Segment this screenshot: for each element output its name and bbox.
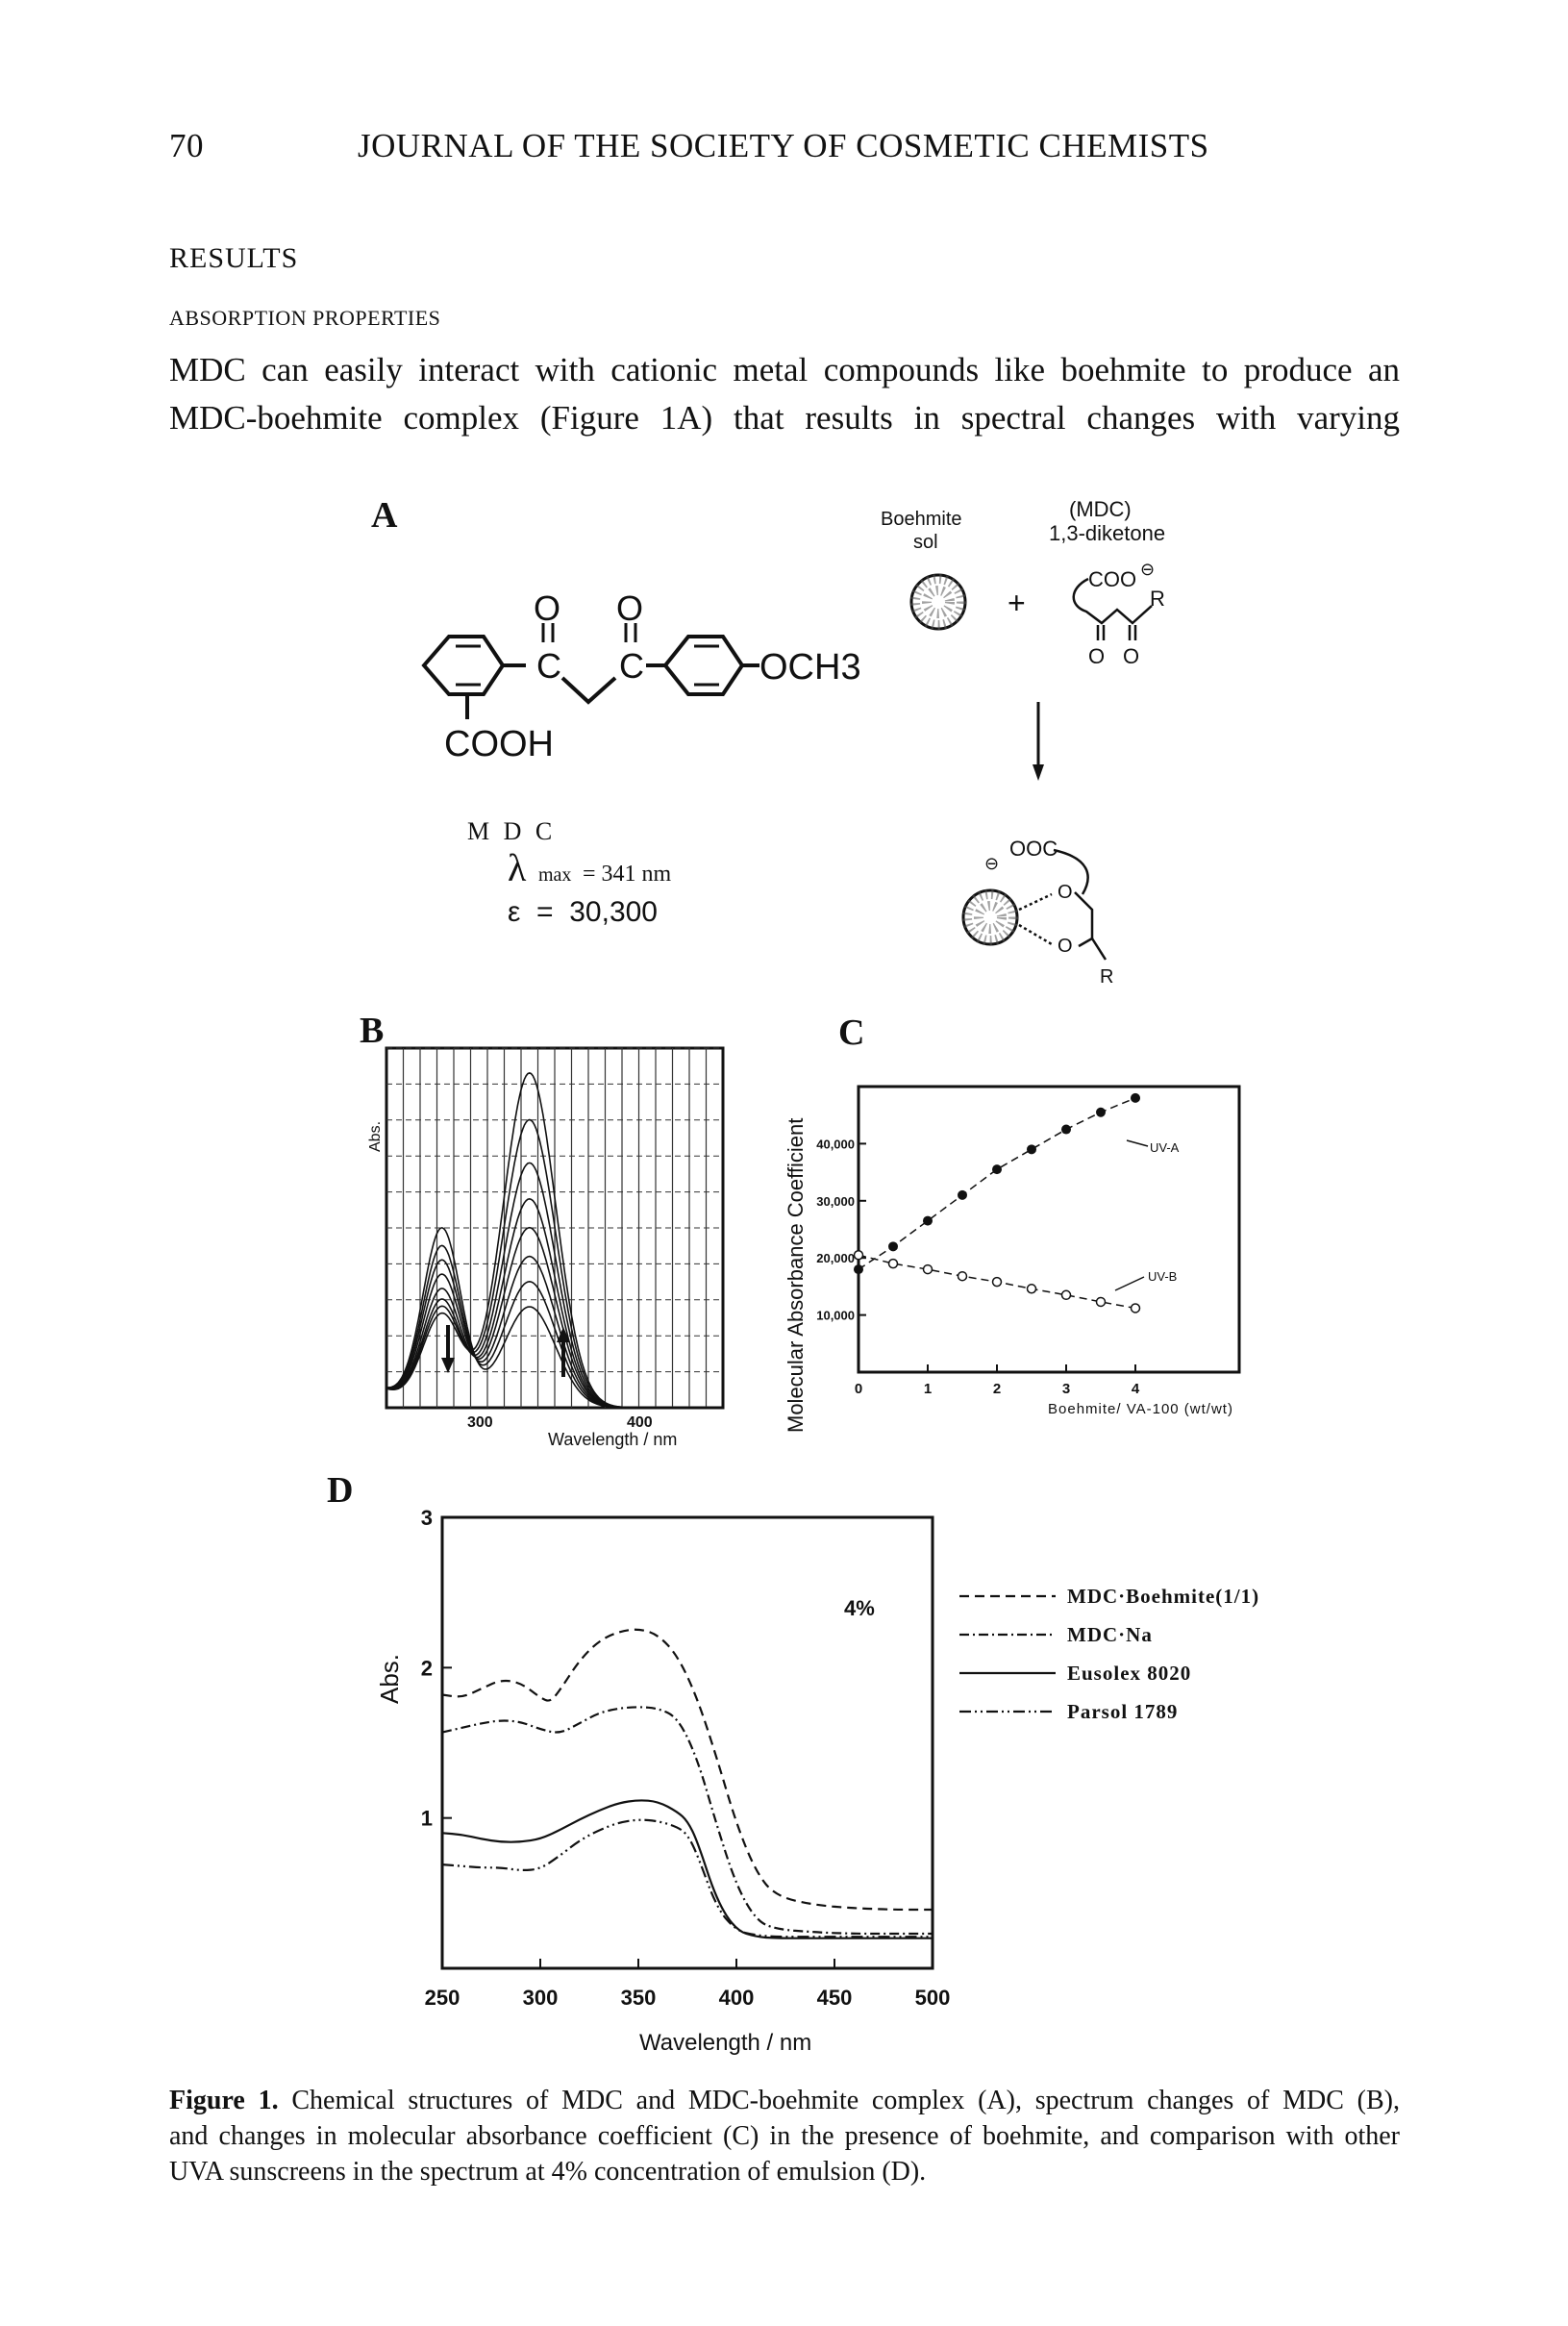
x-tick-label: 350: [620, 1986, 657, 2010]
x-tick-label: 400: [718, 1986, 755, 2010]
panel-b-xtick: 300: [467, 1414, 493, 1431]
x-tick-label: 3: [1061, 1381, 1071, 1397]
carbonyl-o1: O: [534, 588, 561, 628]
panel-d-frame: [442, 1517, 933, 1968]
carboxylate-label: COO: [1088, 567, 1137, 591]
lambda-sub: max: [538, 864, 572, 886]
r-group-label: R: [1150, 587, 1165, 611]
uva-point: [1027, 1144, 1036, 1154]
panel-c-label: C: [838, 1013, 865, 1053]
uva-point: [1096, 1108, 1106, 1117]
keto-o-label-2: O: [1123, 644, 1140, 668]
uvb-point: [855, 1251, 863, 1260]
carbonyl-c2: C: [619, 646, 644, 686]
panel-b-ylabel: Abs.: [367, 1120, 384, 1152]
y-tick-label: 20,000: [816, 1251, 855, 1266]
uvb-point: [924, 1265, 933, 1274]
uvb-point: [1132, 1304, 1140, 1313]
uva-label: UV-A: [1150, 1140, 1180, 1155]
carboxyl-group: COOH: [444, 724, 554, 764]
paragraph-line: MDC-boehmite complex (Figure 1A) that results in spectral changes with varying: [169, 399, 1400, 437]
plus-sign: +: [1008, 586, 1026, 620]
panel-b-label: B: [360, 1011, 385, 1051]
legend-label: Parsol 1789: [1067, 1700, 1179, 1723]
x-tick-label: 1: [923, 1381, 933, 1397]
lambda-value: = 341 nm: [583, 862, 672, 887]
mdc-label: (MDC): [1069, 497, 1132, 521]
section-heading: RESULTS: [169, 242, 299, 274]
uva-point: [958, 1190, 967, 1200]
compound-name: M D C: [467, 817, 557, 845]
benzene-ring-left: [424, 637, 503, 694]
caption-line: [169, 2083, 1400, 2118]
panel-b-xlabel: Wavelength / nm: [548, 1430, 678, 1449]
complex-r-label: R: [1100, 966, 1114, 988]
paragraph-line: MDC can easily interact with cationic metal compounds like boehmite to produce an: [169, 351, 1400, 388]
caption-line: and changes in molecular absorbance coefficient (C) in the presence of boehmite, and comparison with other: [169, 2121, 1400, 2151]
uva-point: [888, 1241, 898, 1251]
uva-point: [1061, 1125, 1071, 1135]
complex-charge: ⊖: [984, 854, 1000, 873]
spectrum-line: [442, 1707, 933, 1934]
y-tick-label: 1: [420, 1806, 433, 1831]
y-tick-label: 3: [420, 1506, 433, 1530]
uva-point: [854, 1264, 863, 1274]
uva-point: [923, 1216, 933, 1226]
y-tick-label: 10,000: [816, 1308, 855, 1323]
reaction-arrow-icon: [1033, 702, 1044, 781]
boehmite-particle: [911, 575, 965, 629]
concentration-label: 4%: [844, 1596, 875, 1620]
panel-c-xlabel: Boehmite/ VA-100 (wt/wt): [1048, 1401, 1233, 1417]
uvb-point: [1028, 1285, 1036, 1293]
carboxylate-charge: ⊖: [1140, 560, 1156, 579]
ooc-label: OOC: [1009, 837, 1058, 861]
boehmite-label: Boehmite: [881, 509, 962, 530]
panel-d-label: D: [327, 1470, 354, 1511]
legend-label: Eusolex 8020: [1067, 1662, 1192, 1685]
panel-a-label: A: [371, 495, 398, 536]
uva-point: [1131, 1093, 1140, 1103]
page-number: 70: [169, 127, 204, 164]
spectrum-line: [442, 1800, 933, 1938]
y-tick-label: 30,000: [816, 1193, 855, 1209]
x-tick-label: 4: [1131, 1381, 1140, 1397]
uvb-point: [1062, 1290, 1071, 1299]
legend-label: MDC·Boehmite(1/1): [1067, 1585, 1260, 1608]
panel-c-ylabel: Molecular Absorbance Coefficient: [784, 1117, 808, 1433]
y-tick-label: 2: [420, 1656, 433, 1681]
panel-d-series: [442, 1630, 933, 1938]
uvb-point: [1097, 1297, 1106, 1306]
uva-line: [859, 1098, 1135, 1269]
x-tick-label: 500: [914, 1986, 951, 2010]
panel-d: [327, 1470, 1259, 2056]
uvb-point: [993, 1278, 1002, 1287]
figure-caption: [169, 2083, 1400, 2189]
carbonyl-c1: C: [536, 646, 561, 686]
uvb-point: [958, 1272, 967, 1281]
panel-b-xtick: 400: [627, 1414, 653, 1431]
lambda-symbol: λ: [508, 846, 527, 889]
caption-line: UVA sunscreens in the spectrum at 4% concentration of emulsion (D).: [169, 2157, 927, 2187]
journal-title: JOURNAL OF THE SOCIETY OF COSMETIC CHEMISTS: [358, 127, 1209, 164]
panel-c-series: [854, 1093, 1140, 1313]
subsection-heading: ABSORPTION PROPERTIES: [169, 306, 441, 330]
uva-pointer: [1127, 1140, 1148, 1146]
uvb-point: [889, 1260, 898, 1268]
panel-d-ylabel: Abs.: [375, 1653, 404, 1704]
x-tick-label: 2: [992, 1381, 1002, 1397]
x-tick-label: 0: [854, 1381, 863, 1397]
legend-label: MDC·Na: [1067, 1623, 1153, 1646]
panel-c-ticks: [816, 1137, 1140, 1397]
panel-d-legend: [959, 1585, 1259, 1723]
benzene-ring-right: [665, 637, 742, 694]
panel-a: [371, 495, 1165, 988]
spectrum-line: [442, 1820, 933, 1937]
uva-point: [992, 1164, 1002, 1174]
complex-o-2: O: [1058, 936, 1073, 957]
panel-c: [784, 1013, 1239, 1433]
complex-particle: [963, 890, 1017, 944]
uvb-label: UV-B: [1148, 1269, 1178, 1284]
x-tick-label: 250: [424, 1986, 460, 2010]
epsilon-value: ε = 30,300: [508, 896, 658, 928]
arrow-down-icon: [441, 1325, 455, 1373]
panel-d-xlabel: Wavelength / nm: [639, 2030, 812, 2056]
carbonyl-o2: O: [616, 588, 644, 628]
complex-o-1: O: [1058, 882, 1073, 903]
methoxy-group: OCH3: [759, 647, 861, 688]
spectrum-line: [442, 1630, 933, 1910]
panel-b: [360, 1011, 723, 1449]
diketone-label: 1,3-diketone: [1049, 521, 1166, 545]
sol-label-text: sol: [913, 532, 938, 553]
x-tick-label: 450: [816, 1986, 853, 2010]
caption-figure-label: Figure 1.: [169, 2086, 279, 2115]
keto-o-label-1: O: [1088, 644, 1106, 668]
uvb-pointer: [1115, 1277, 1144, 1290]
x-tick-label: 300: [522, 1986, 559, 2010]
y-tick-label: 40,000: [816, 1137, 855, 1152]
caption-text: Chemical structures of MDC and MDC-boehmite complex (A), spectrum changes of MDC (B),: [291, 2086, 1401, 2115]
